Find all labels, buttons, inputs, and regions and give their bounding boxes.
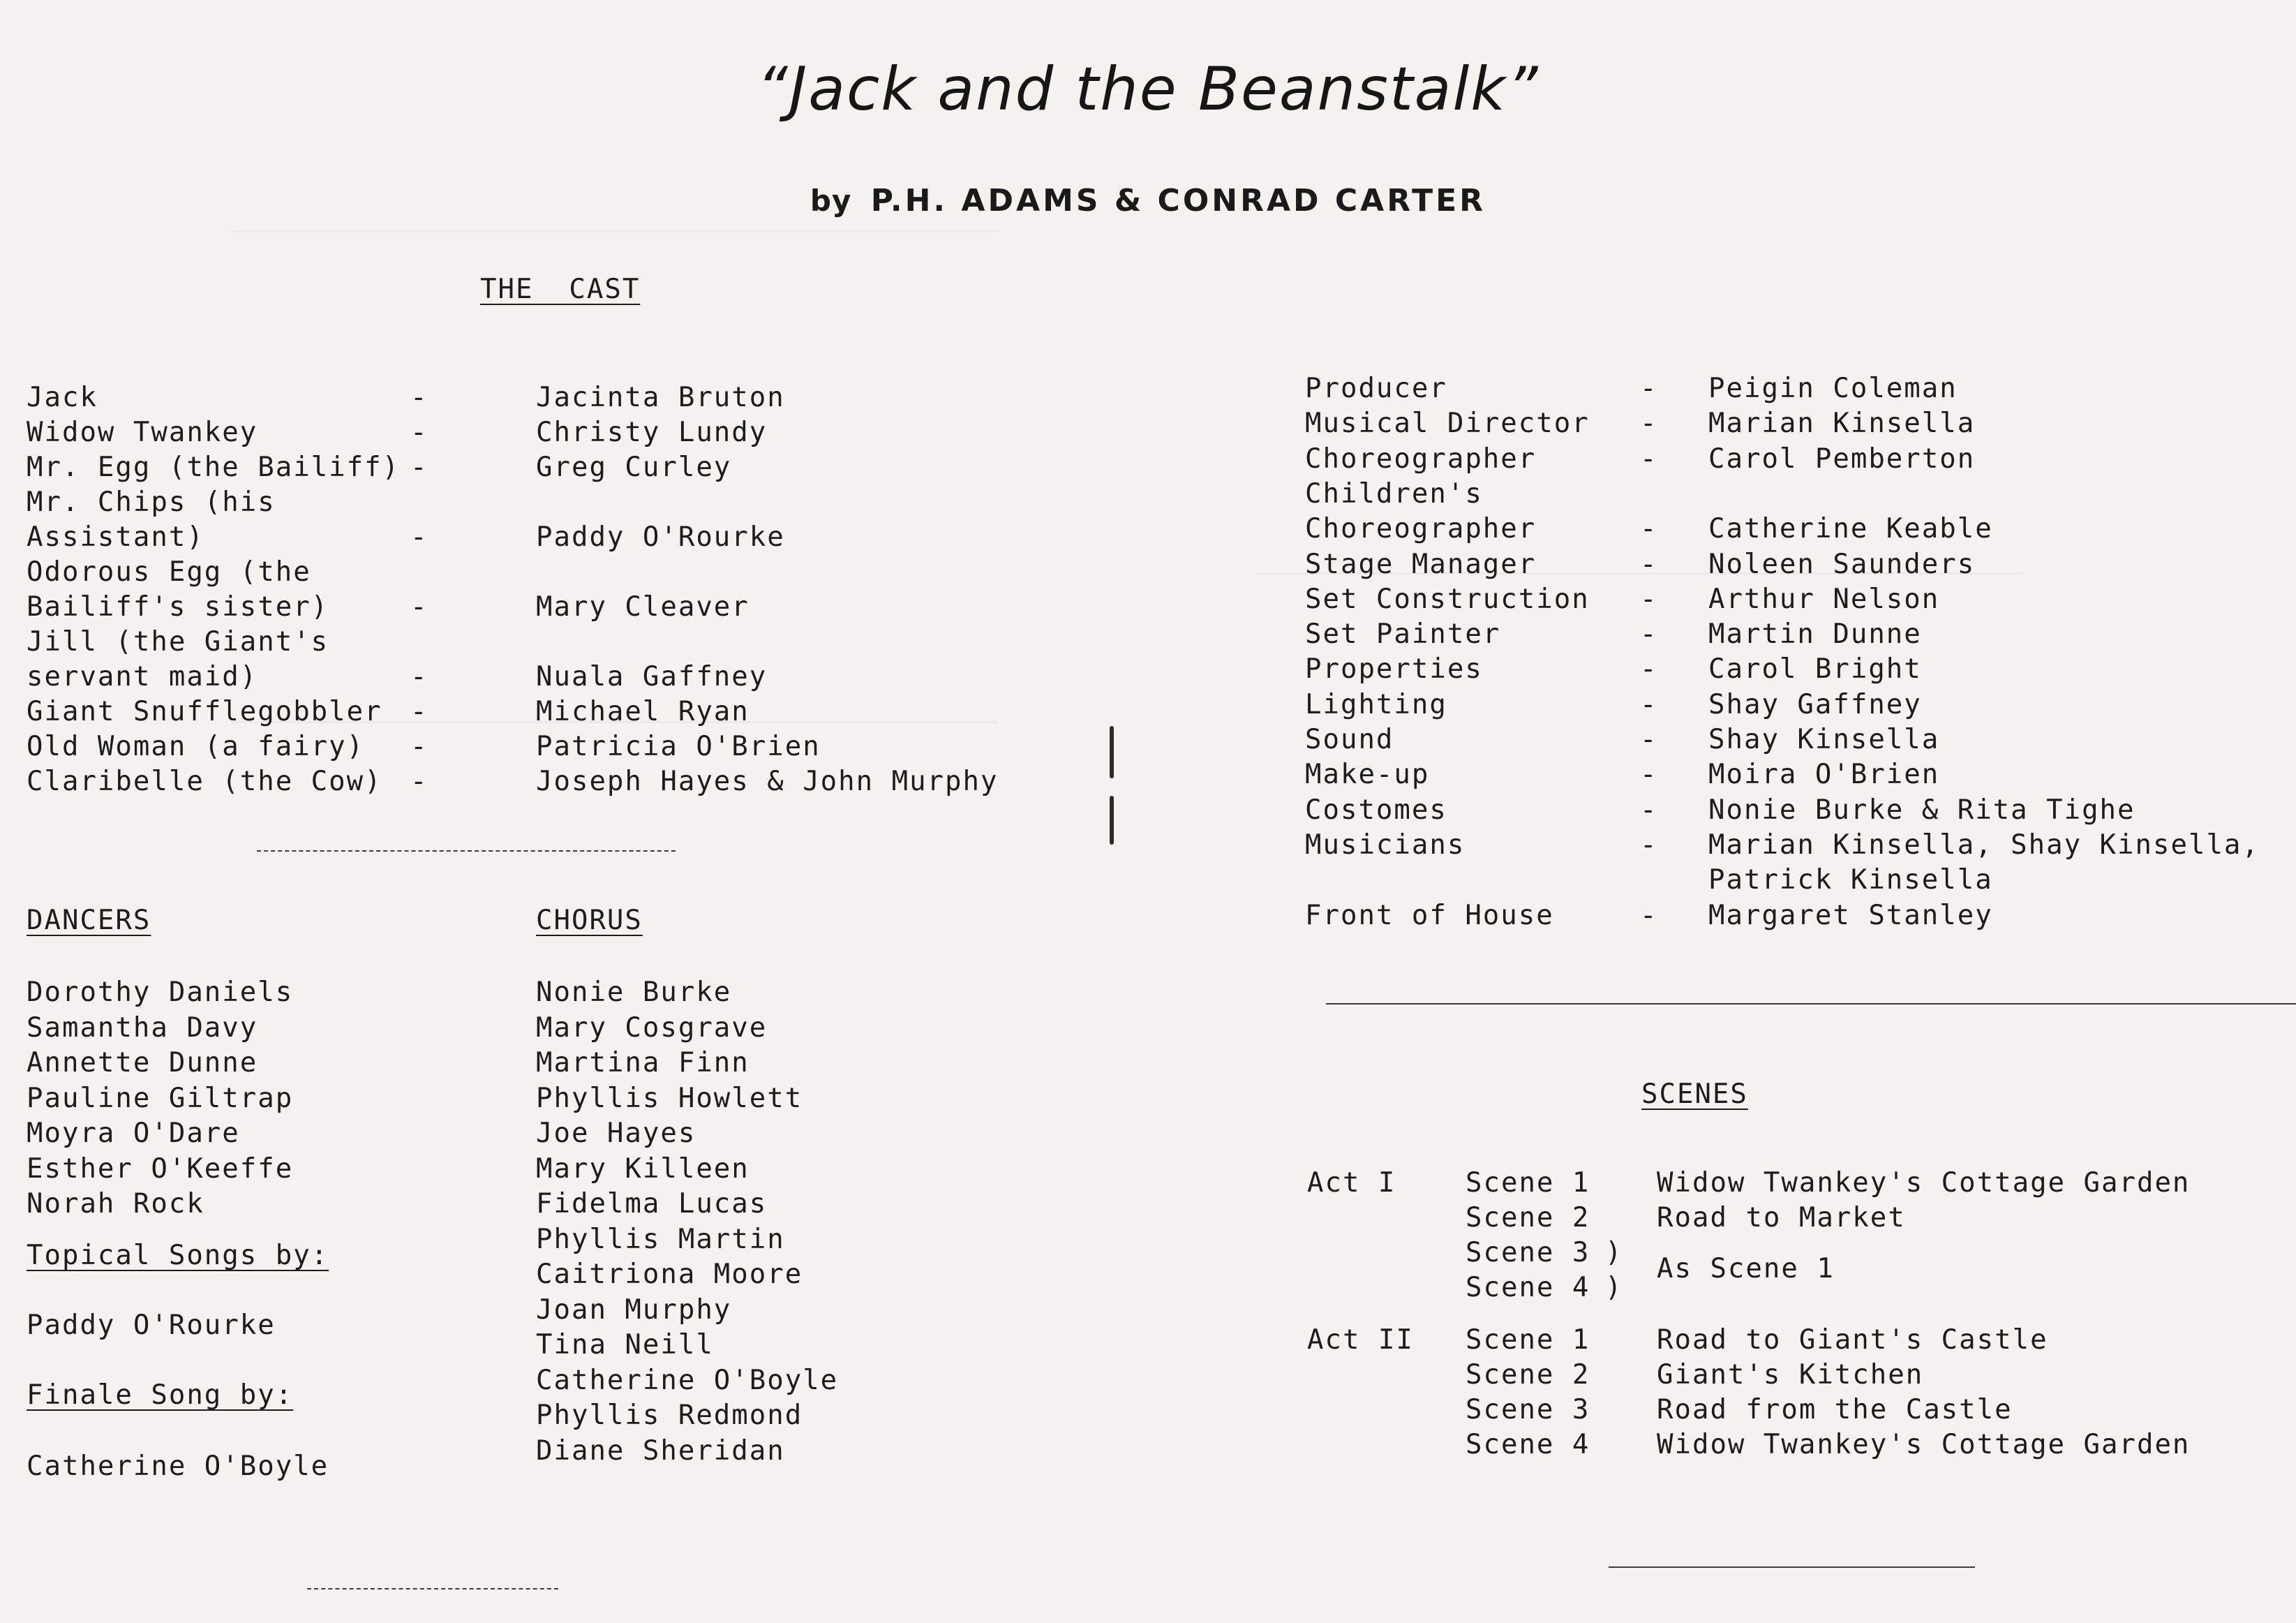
- dancer-name: Norah Rock: [27, 1188, 204, 1220]
- crew-dash: -: [1640, 829, 1658, 861]
- dancer-name: Dorothy Daniels: [27, 977, 294, 1008]
- cast-dash: -: [410, 521, 428, 553]
- cast-role: Odorous Egg (the: [27, 556, 311, 588]
- cast-role: Old Woman (a fairy): [27, 731, 365, 762]
- crew-dash: -: [1640, 724, 1658, 755]
- byline-authors: P.H. ADAMS & CONRAD CARTER: [870, 183, 1486, 218]
- scene-brace: ): [1605, 1272, 1623, 1303]
- cast-role: Mr. Egg (the Bailiff): [27, 452, 401, 483]
- crew-name: Moira O'Brien: [1708, 759, 1940, 791]
- chorus-heading: CHORUS: [536, 905, 643, 936]
- cast-actor: Jacinta Bruton: [536, 382, 785, 413]
- crew-name: Shay Gaffney: [1708, 688, 1922, 720]
- chorus-name: Phyllis Redmond: [536, 1400, 803, 1431]
- crew-role: Make-up: [1305, 759, 1430, 791]
- cast-actor: Christy Lundy: [536, 417, 768, 448]
- crew-role: Sound: [1305, 724, 1394, 755]
- cast-role: servant maid): [27, 661, 258, 692]
- cast-role: Widow Twankey: [27, 417, 258, 448]
- cast-actor: Paddy O'Rourke: [536, 521, 785, 553]
- chorus-name: Diane Sheridan: [536, 1435, 785, 1467]
- crew-name: Peigin Coleman: [1708, 373, 1958, 404]
- crew-name: Marian Kinsella, Shay Kinsella,: [1708, 829, 2260, 861]
- scene-desc: Widow Twankey's Cottage Garden: [1657, 1167, 2191, 1199]
- topical-songs-name: Paddy O'Rourke: [27, 1310, 276, 1341]
- crew-name: Shay Kinsella: [1708, 724, 1940, 755]
- cast-role: Bailiff's sister): [27, 591, 329, 623]
- crew-role: Musicians: [1305, 829, 1466, 861]
- crew-name: Nonie Burke & Rita Tighe: [1708, 794, 2135, 826]
- crew-role: Stage Manager: [1305, 548, 1537, 580]
- crew-dash: -: [1640, 794, 1658, 826]
- cast-actor: Nuala Gaffney: [536, 661, 768, 692]
- scene-brace: ): [1605, 1237, 1623, 1268]
- scene-number: Scene 4: [1466, 1272, 1590, 1303]
- cast-heading: THE CAST: [480, 274, 641, 305]
- scene-number: Scene 3: [1466, 1394, 1590, 1425]
- crew-role: Front of House: [1305, 899, 1554, 931]
- crew-role: Set Painter: [1305, 618, 1501, 651]
- chorus-name: Nonie Burke: [536, 977, 732, 1008]
- scene-desc: Road from the Castle: [1657, 1394, 2013, 1425]
- scene-number: Scene 1: [1466, 1324, 1590, 1356]
- crew-role: Choreographer: [1305, 443, 1537, 475]
- crew-divider: [1326, 1003, 2296, 1005]
- chorus-name: Fidelma Lucas: [536, 1188, 768, 1220]
- cast-actor: Michael Ryan: [536, 696, 750, 727]
- chorus-name: Joe Hayes: [536, 1118, 696, 1149]
- cast-role: Jack: [27, 382, 98, 413]
- scene-act: Act II: [1307, 1324, 1414, 1356]
- scene-act: Act I: [1307, 1167, 1396, 1199]
- dancer-name: Esther O'Keeffe: [27, 1153, 294, 1185]
- chorus-name: Phyllis Howlett: [536, 1082, 803, 1114]
- left-bottom-divider: [307, 1588, 558, 1589]
- cast-dash: -: [410, 731, 428, 762]
- crew-dash: -: [1640, 653, 1658, 685]
- crew-dash: -: [1640, 443, 1658, 475]
- scene-number: Scene 1: [1466, 1167, 1590, 1199]
- dancers-heading: DANCERS: [27, 905, 151, 936]
- cast-actor: Joseph Hayes & John Murphy: [536, 766, 999, 797]
- cast-role: Giant Snufflegobbler: [27, 696, 382, 727]
- cast-divider: [257, 850, 676, 852]
- cast-dash: -: [410, 696, 428, 727]
- crew-name: Margaret Stanley: [1708, 899, 1993, 931]
- scene-desc: Widow Twankey's Cottage Garden: [1657, 1429, 2191, 1460]
- crew-dash: -: [1640, 373, 1658, 404]
- cast-role: Assistant): [27, 521, 204, 553]
- chorus-name: Catherine O'Boyle: [536, 1364, 839, 1396]
- dancer-name: Annette Dunne: [27, 1047, 258, 1079]
- crew-name: Arthur Nelson: [1708, 583, 1940, 615]
- crew-name: Noleen Saunders: [1708, 548, 1976, 580]
- cast-actor: Mary Cleaver: [536, 591, 750, 623]
- crew-name: Carol Pemberton: [1708, 443, 1976, 475]
- crew-dash: -: [1640, 899, 1658, 931]
- crew-dash: -: [1640, 408, 1658, 440]
- crew-role: Producer: [1305, 373, 1447, 404]
- chorus-name: Caitriona Moore: [536, 1259, 803, 1290]
- scene-desc: Road to Market: [1657, 1202, 1906, 1233]
- scene-number: Scene 2: [1466, 1359, 1590, 1391]
- byline-by: by: [810, 184, 852, 218]
- cast-role: Jill (the Giant's: [27, 626, 329, 658]
- topical-songs-label: Topical Songs by:: [27, 1240, 329, 1271]
- finale-song-name: Catherine O'Boyle: [27, 1451, 329, 1482]
- crew-dash: -: [1640, 688, 1658, 720]
- scene-number: Scene 3: [1466, 1237, 1590, 1268]
- crew-dash: -: [1640, 759, 1658, 791]
- scene-desc: Road to Giant's Castle: [1657, 1324, 2048, 1356]
- crew-name: Patrick Kinsella: [1708, 864, 1993, 896]
- dancer-name: Samantha Davy: [27, 1011, 258, 1044]
- cast-dash: -: [410, 661, 428, 692]
- crew-role: Choreographer: [1305, 513, 1537, 545]
- cast-dash: -: [410, 591, 428, 623]
- chorus-name: Mary Killeen: [536, 1153, 750, 1185]
- crew-name: Carol Bright: [1708, 653, 1922, 685]
- scene-number: Scene 4: [1466, 1429, 1590, 1460]
- fold-mark-bottom: [1110, 796, 1114, 845]
- crew-role: Children's: [1305, 477, 1483, 510]
- chorus-name: Martina Finn: [536, 1047, 750, 1079]
- cast-dash: -: [410, 766, 428, 797]
- cast-actor: Patricia O'Brien: [536, 731, 821, 762]
- crew-name: Martin Dunne: [1708, 618, 1922, 651]
- bottom-right-divider: [1609, 1566, 1975, 1568]
- cast-dash: -: [410, 417, 428, 448]
- crew-role: Lighting: [1305, 688, 1447, 720]
- crew-name: Catherine Keable: [1708, 513, 1993, 545]
- cast-role: Mr. Chips (his: [27, 487, 276, 518]
- crew-role: Set Construction: [1305, 583, 1590, 615]
- chorus-name: Mary Cosgrave: [536, 1011, 768, 1044]
- program-byline: [0, 183, 2296, 218]
- cast-role: Claribelle (the Cow): [27, 766, 382, 797]
- crew-dash: -: [1640, 548, 1658, 580]
- crew-role: Musical Director: [1305, 408, 1590, 440]
- fold-mark-top: [1110, 726, 1114, 778]
- chorus-name: Tina Neill: [536, 1329, 714, 1361]
- cast-actor: Greg Curley: [536, 452, 732, 483]
- cast-dash: -: [410, 382, 428, 413]
- chorus-name: Phyllis Martin: [536, 1223, 785, 1255]
- crew-dash: -: [1640, 618, 1658, 651]
- scenes-merged-desc: As Scene 1: [1657, 1253, 1835, 1284]
- crew-role: Properties: [1305, 653, 1483, 685]
- dancer-name: Pauline Giltrap: [27, 1082, 294, 1114]
- crew-role: Costomes: [1305, 794, 1447, 826]
- scene-desc: Giant's Kitchen: [1657, 1359, 1924, 1391]
- chorus-name: Joan Murphy: [536, 1294, 732, 1326]
- dancer-name: Moyra O'Dare: [27, 1118, 240, 1149]
- program-title: “Jack and the Beanstalk”: [756, 54, 1540, 124]
- crew-dash: -: [1640, 513, 1658, 545]
- scene-number: Scene 2: [1466, 1202, 1590, 1233]
- crew-name: Marian Kinsella: [1708, 408, 1976, 440]
- crew-dash: -: [1640, 583, 1658, 615]
- scenes-heading: SCENES: [1641, 1079, 1748, 1110]
- finale-song-label: Finale Song by:: [27, 1379, 294, 1411]
- cast-dash: -: [410, 452, 428, 483]
